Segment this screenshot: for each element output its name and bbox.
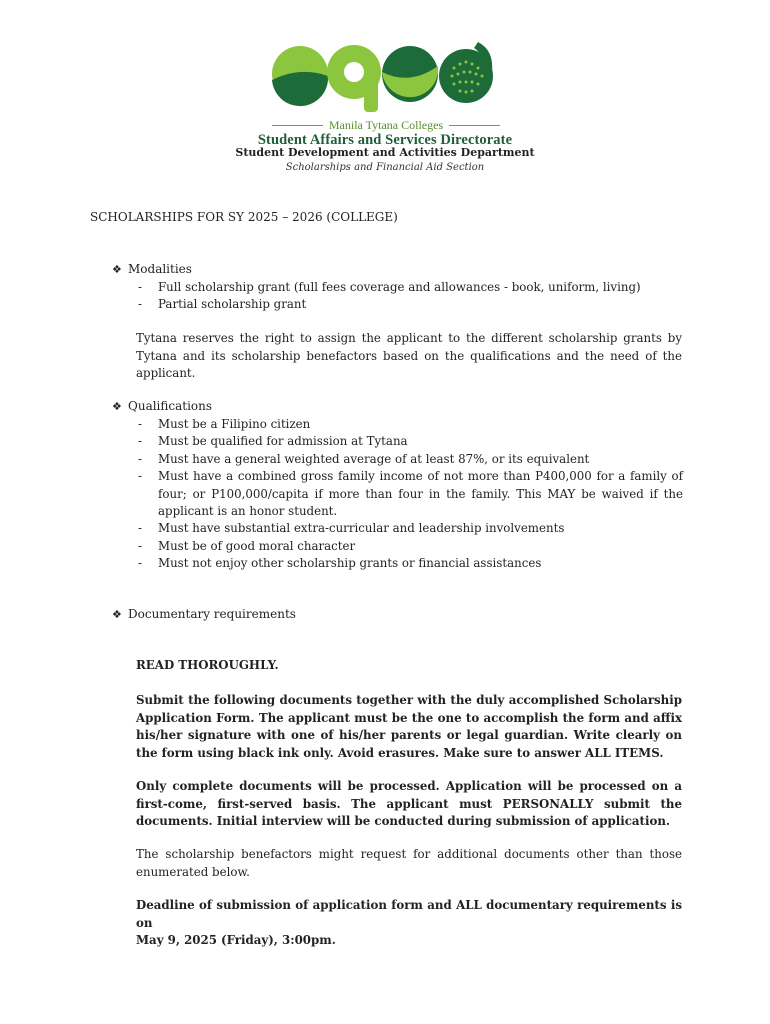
divider-left [272,125,323,126]
divider-right [449,125,500,126]
list-item: - Must be qualified for admission at Tytana [138,433,683,450]
modalities-note: Tytana reserves the right to assign the applicant to the different scholarship grants by Tytana and its scholarship benefactors based on the qualifications and the need of the applicant. [136,331,682,380]
deadline-notice [136,897,682,950]
list-item: - Must have a combined gross family income of not more than P400,000 for a family of four; or P100,000/capita if more than four in the family. This MAY be waived if the applicant is an honor student. [138,468,683,520]
documentary-heading-text: Documentary requirements [128,607,296,621]
list-item: - Must have a general weighted average of at least 87%, or its equivalent [138,451,683,468]
list-item: - Partial scholarship grant [138,296,698,313]
college-name-line [272,117,500,133]
documentary-heading [112,607,296,621]
list-item: - Must be a Filipino citizen [138,416,683,433]
deadline-line-1: Deadline of submission of application form and ALL documentary requirements is on [136,898,682,930]
diamond-bullet-icon: ❖ [112,263,122,276]
additional-documents-note: The scholarship benefactors might request for additional documents other than those enumerated below. [136,847,682,879]
submission-instructions: Submit the following documents together with the duly accomplished Scholarship Application Form. The applicant must be the one to accomplish the form and affix his/her signature with one of his/her parents or legal guardian. Write clearly on the form using black ink only. Avoid erasures. Make sure to answer ALL ITEMS. [136,693,682,760]
sasd-logo [268,36,498,112]
list-item: - Must have substantial extra-curricular and leadership involvements [138,520,683,537]
section-name: Scholarships and Financial Aid Section [285,162,485,173]
modalities-heading [112,262,192,276]
deadline-line-2: May 9, 2025 (Friday), 3:00pm. [136,933,336,947]
department-name: Student Development and Activities Department [235,146,535,159]
modalities-list [138,279,698,314]
diamond-bullet-icon: ❖ [112,608,122,621]
processing-notice: Only complete documents will be processed. Application will be processed on a first-come, first-served basis. The applicant must PERSONALLY submit the documents. Initial interview will be conducted during submission of application. [136,779,682,828]
college-name: Manila Tytana Colleges [328,117,444,132]
qualifications-heading-text: Qualifications [128,399,213,413]
modalities-heading-text: Modalities [128,262,192,276]
list-item: - Full scholarship grant (full fees coverage and allowances - book, uniform, living) [138,279,698,296]
list-item: - Must not enjoy other scholarship grants or financial assistances [138,555,683,572]
list-item: - Must be of good moral character [138,538,683,555]
document-title: SCHOLARSHIPS FOR SY 2025 – 2026 (COLLEGE) [90,210,398,224]
qualifications-list [138,416,683,573]
qualifications-heading [112,399,212,413]
directorate-name: Student Affairs and Services Directorate [257,132,513,148]
diamond-bullet-icon: ❖ [112,400,122,413]
read-thoroughly-label: READ THOROUGHLY. [136,658,279,672]
